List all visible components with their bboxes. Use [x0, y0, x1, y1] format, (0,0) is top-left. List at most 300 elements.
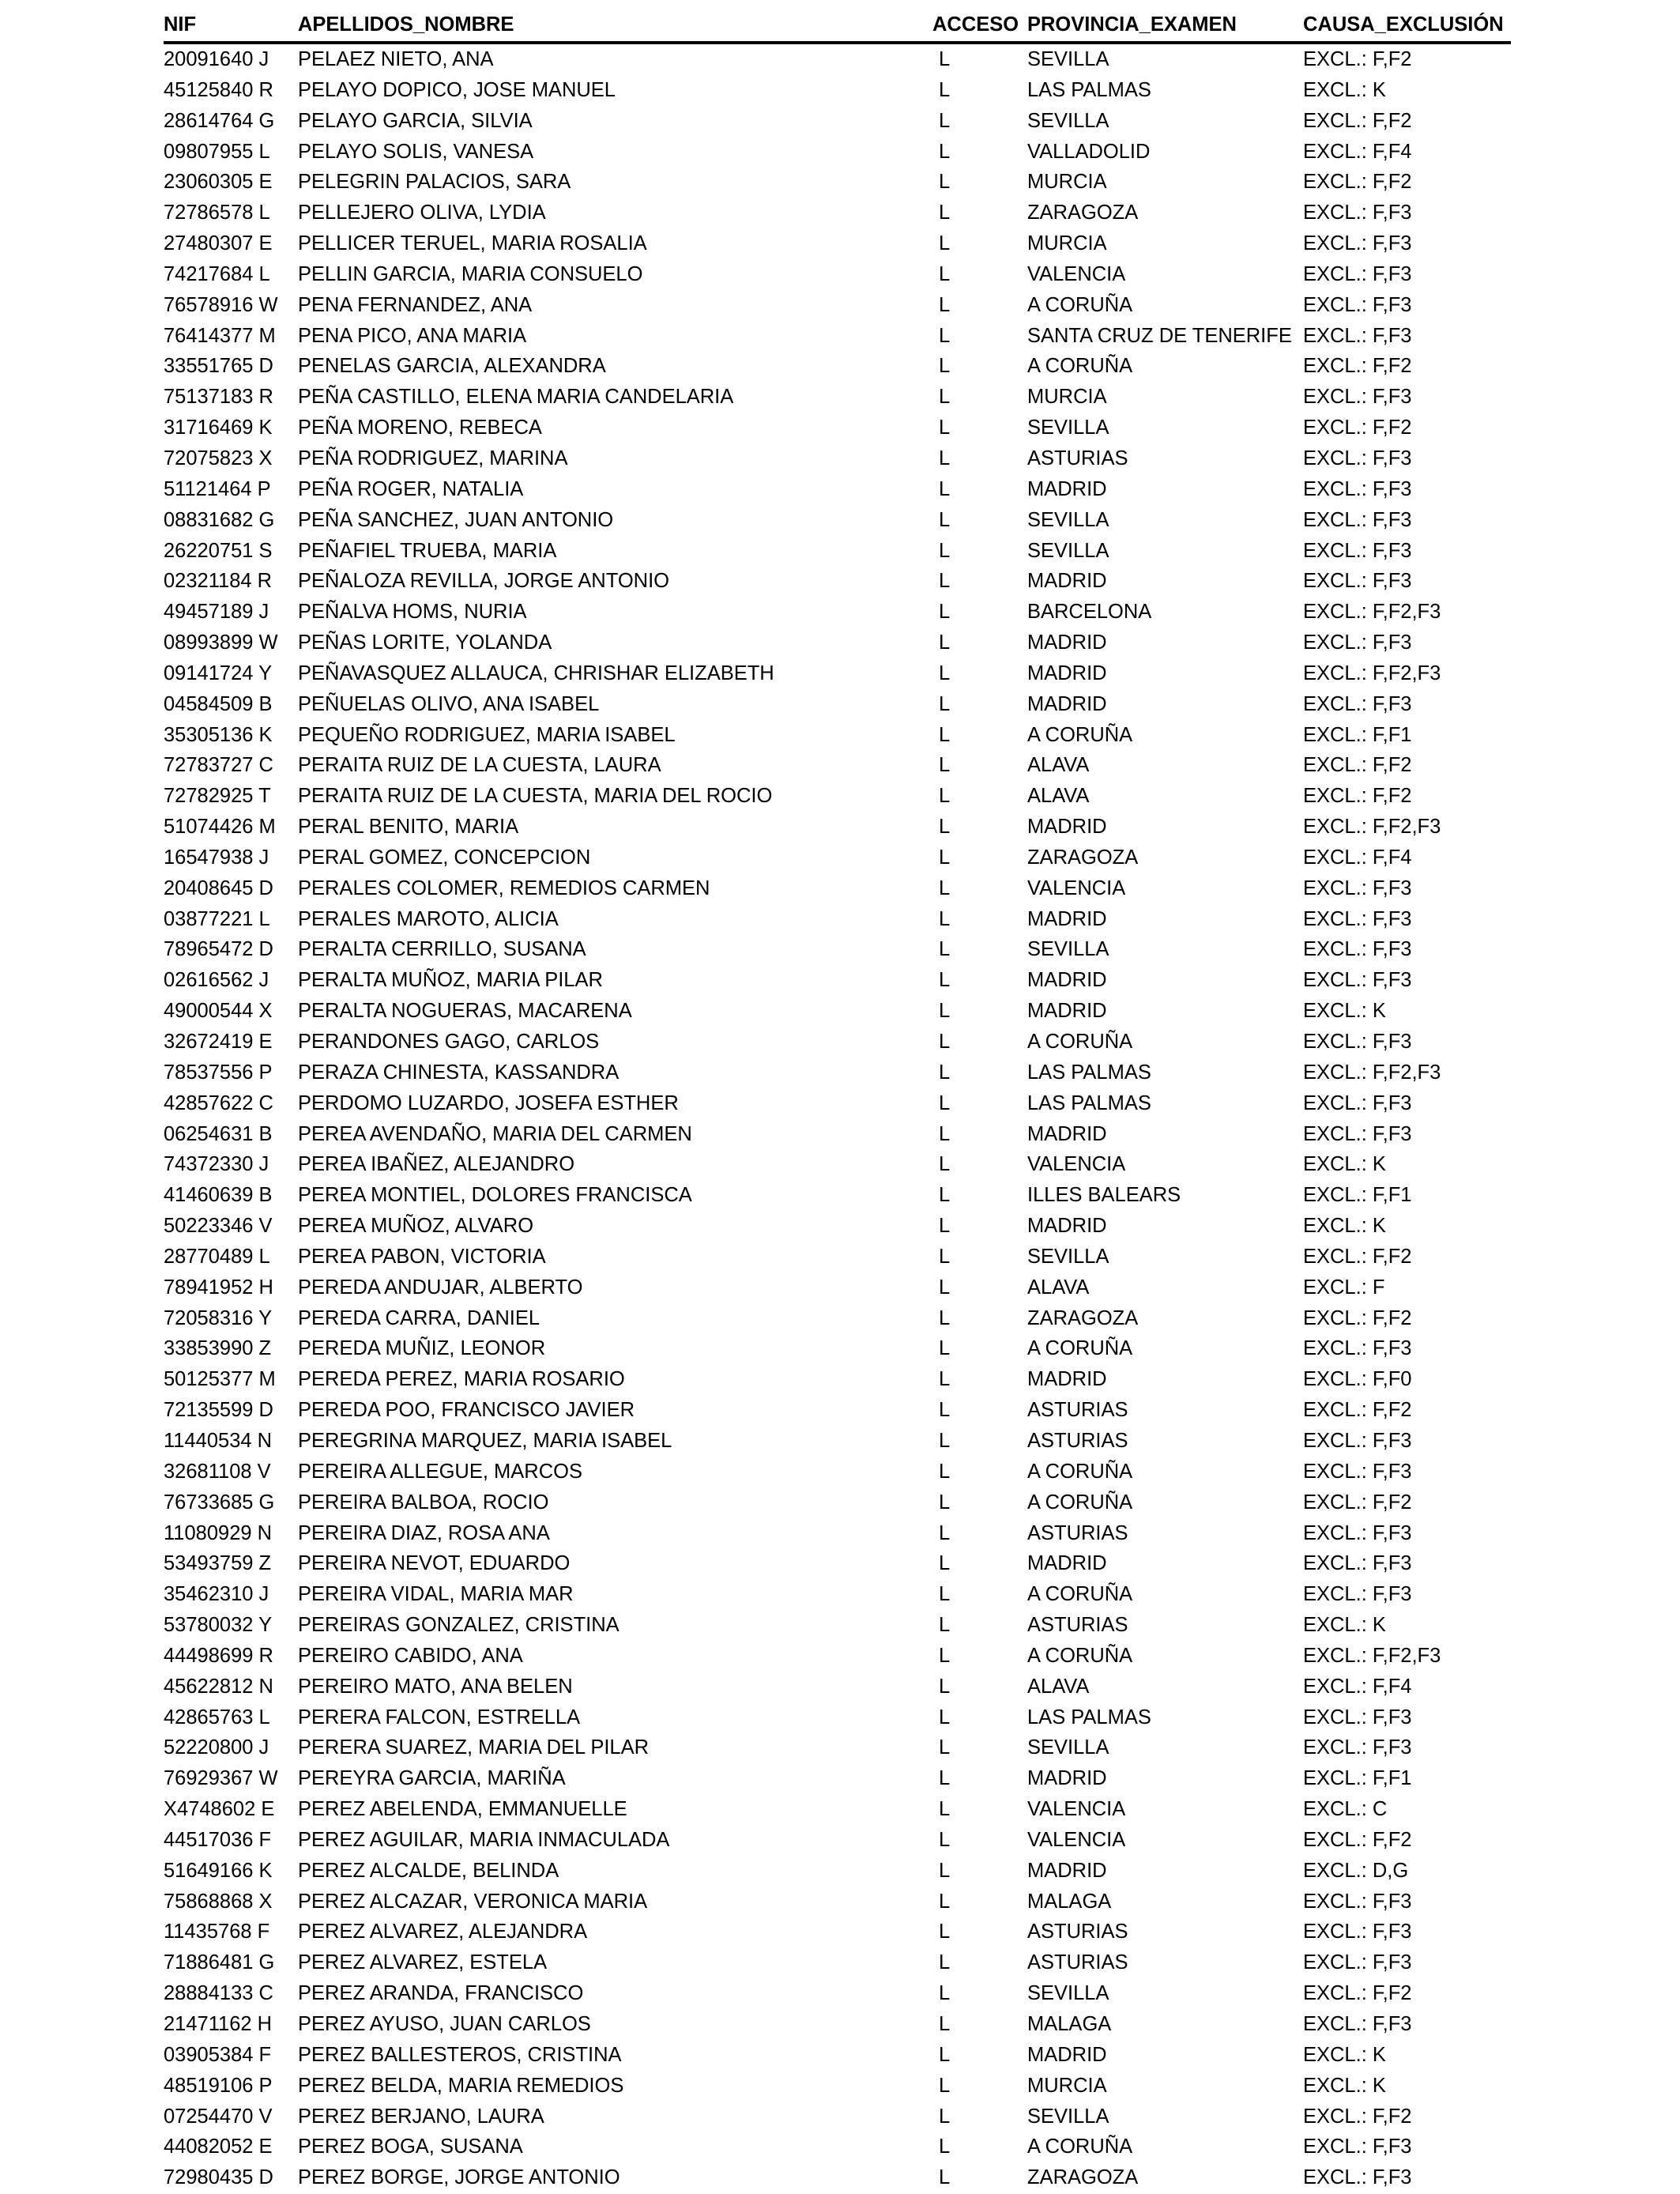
causa-cell: EXCL.: F,F3: [1303, 386, 1412, 409]
nif-cell: 48519106 P: [164, 2074, 273, 2097]
nif-cell: 50223346 V: [164, 1215, 273, 1238]
causa-cell: EXCL.: F,F3: [1303, 1951, 1412, 1974]
acceso-cell: L: [939, 907, 951, 930]
acceso-cell: L: [939, 1184, 951, 1207]
nif-cell: 42865763 L: [164, 1706, 270, 1728]
table-row: [164, 904, 1511, 935]
nif-cell: 08831682 G: [164, 508, 275, 531]
table-row: [164, 1856, 1511, 1887]
table-row: [164, 1978, 1511, 2009]
provincia-cell: SEVILLA: [1027, 1245, 1109, 1268]
table-row: [164, 2102, 1511, 2132]
provincia-cell: MADRID: [1027, 816, 1107, 839]
name-cell: PEREZ AGUILAR, MARIA INMACULADA: [298, 1828, 670, 1851]
table-row: [164, 1395, 1511, 1426]
name-cell: PEREIRA BALBOA, ROCIO: [298, 1491, 549, 1514]
name-cell: PELAYO GARCIA, SILVIA: [298, 109, 533, 132]
provincia-cell: ASTURIAS: [1027, 1921, 1128, 1943]
nif-cell: 53493759 Z: [164, 1552, 272, 1575]
provincia-cell: A CORUÑA: [1027, 2136, 1133, 2158]
name-cell: PEREDA POO, FRANCISCO JAVIER: [298, 1399, 635, 1422]
table-row: [164, 2162, 1511, 2193]
causa-cell: EXCL.: F,F2: [1303, 171, 1412, 194]
name-cell: PEREGRINA MARQUEZ, MARIA ISABEL: [298, 1429, 672, 1452]
acceso-cell: L: [939, 1982, 951, 2005]
table-row: [164, 873, 1511, 904]
name-cell: PEÑUELAS OLIVO, ANA ISABEL: [298, 692, 600, 715]
table-row: [164, 1887, 1511, 1917]
nif-cell: 72980435 D: [164, 2166, 273, 2189]
acceso-cell: L: [939, 1706, 951, 1728]
name-cell: PEREIRA ALLEGUE, MARCOS: [298, 1460, 582, 1483]
nif-cell: 52220800 J: [164, 1736, 269, 1759]
table-row: [164, 1548, 1511, 1579]
table-row: [164, 474, 1511, 505]
table-row: [164, 1180, 1511, 1211]
provincia-cell: MADRID: [1027, 907, 1107, 930]
name-cell: PEÑAS LORITE, YOLANDA: [298, 631, 552, 654]
table-row: [164, 413, 1511, 443]
causa-cell: EXCL.: F,F3: [1303, 2166, 1412, 2189]
table-row: [164, 1672, 1511, 1702]
acceso-cell: L: [939, 601, 951, 624]
provincia-cell: SEVILLA: [1027, 938, 1109, 961]
acceso-cell: L: [939, 508, 951, 531]
nif-cell: 44498699 R: [164, 1644, 273, 1667]
name-cell: PEREIRO CABIDO, ANA: [298, 1644, 523, 1667]
acceso-cell: L: [939, 477, 951, 500]
nif-cell: 35462310 J: [164, 1583, 269, 1606]
acceso-cell: L: [939, 1767, 951, 1790]
acceso-cell: L: [939, 1460, 951, 1483]
provincia-cell: VALENCIA: [1027, 1153, 1126, 1176]
provincia-cell: MADRID: [1027, 1368, 1107, 1391]
nif-cell: 51649166 K: [164, 1859, 273, 1882]
name-cell: PEREIRA DIAZ, ROSA ANA: [298, 1521, 550, 1544]
causa-cell: EXCL.: F,F3: [1303, 1552, 1412, 1575]
causa-cell: EXCL.: F,F2: [1303, 785, 1412, 808]
acceso-cell: L: [939, 1798, 951, 1821]
table-row: [164, 843, 1511, 873]
name-cell: PERAZA CHINESTA, KASSANDRA: [298, 1061, 620, 1084]
name-cell: PEREZ BALLESTEROS, CRISTINA: [298, 2043, 622, 2066]
acceso-cell: L: [939, 1429, 951, 1452]
provincia-cell: ZARAGOZA: [1027, 2166, 1139, 2189]
name-cell: PEREDA MUÑIZ, LEONOR: [298, 1337, 546, 1360]
table-row: [164, 1303, 1511, 1334]
acceso-cell: L: [939, 1031, 951, 1053]
name-cell: PERAL GOMEZ, CONCEPCION: [298, 846, 591, 869]
name-cell: PELLICER TERUEL, MARIA ROSALIA: [298, 232, 647, 255]
nif-cell: 51121464 P: [164, 477, 271, 500]
name-cell: PEREZ ABELENDA, EMMANUELLE: [298, 1798, 627, 1821]
name-cell: PEREDA CARRA, DANIEL: [298, 1306, 541, 1329]
causa-cell: EXCL.: K: [1303, 2043, 1386, 2066]
name-cell: PEÑAVASQUEZ ALLAUCA, CHRISHAR ELIZABETH: [298, 662, 774, 684]
causa-cell: EXCL.: F,F2,F3: [1303, 662, 1441, 684]
nif-cell: 26220751 S: [164, 539, 273, 562]
causa-cell: EXCL.: F,F3: [1303, 1736, 1412, 1759]
acceso-cell: L: [939, 2105, 951, 2128]
nif-cell: 35305136 K: [164, 723, 273, 746]
name-cell: PEREZ AYUSO, JUAN CARLOS: [298, 2013, 591, 2035]
causa-cell: EXCL.: F,F2: [1303, 1828, 1412, 1851]
table-row: [164, 1272, 1511, 1303]
name-cell: PEREA MUÑOZ, ALVARO: [298, 1215, 534, 1238]
provincia-cell: MADRID: [1027, 692, 1107, 715]
header-apellidos-nombre: APELLIDOS_NOMBRE: [298, 13, 514, 36]
nif-cell: 72786578 L: [164, 202, 270, 224]
provincia-cell: ZARAGOZA: [1027, 1306, 1139, 1329]
nif-cell: 49000544 X: [164, 1000, 273, 1023]
acceso-cell: L: [939, 1337, 951, 1360]
provincia-cell: SEVILLA: [1027, 1982, 1109, 2005]
name-cell: PEREZ ARANDA, FRANCISCO: [298, 1982, 584, 2005]
nif-cell: 72075823 X: [164, 447, 273, 469]
provincia-cell: SANTA CRUZ DE TENERIFE: [1027, 324, 1292, 347]
table-row: [164, 198, 1511, 228]
name-cell: PERANDONES GAGO, CARLOS: [298, 1031, 600, 1053]
causa-cell: EXCL.: F,F3: [1303, 539, 1412, 562]
acceso-cell: L: [939, 1675, 951, 1698]
nif-cell: 75868868 X: [164, 1890, 273, 1913]
provincia-cell: MADRID: [1027, 570, 1107, 593]
provincia-cell: ZARAGOZA: [1027, 202, 1139, 224]
provincia-cell: SEVILLA: [1027, 109, 1109, 132]
causa-cell: EXCL.: F,F3: [1303, 1091, 1412, 1114]
causa-cell: EXCL.: D,G: [1303, 1859, 1409, 1882]
provincia-cell: VALENCIA: [1027, 262, 1126, 285]
name-cell: PEREDA PEREZ, MARIA ROSARIO: [298, 1368, 625, 1391]
provincia-cell: ASTURIAS: [1027, 447, 1128, 469]
provincia-cell: MADRID: [1027, 477, 1107, 500]
provincia-cell: MURCIA: [1027, 386, 1107, 409]
causa-cell: EXCL.: F,F2: [1303, 1982, 1412, 2005]
table-row: [164, 1119, 1511, 1150]
provincia-cell: A CORUÑA: [1027, 355, 1133, 378]
causa-cell: EXCL.: F,F3: [1303, 477, 1412, 500]
name-cell: PEÑAFIEL TRUEBA, MARIA: [298, 539, 557, 562]
nif-cell: 45622812 N: [164, 1675, 273, 1698]
provincia-cell: ASTURIAS: [1027, 1521, 1128, 1544]
causa-cell: EXCL.: F,F3: [1303, 293, 1412, 316]
causa-cell: EXCL.: F,F3: [1303, 2136, 1412, 2158]
nif-cell: 16547938 J: [164, 846, 269, 869]
provincia-cell: MADRID: [1027, 1552, 1107, 1575]
table-row: [164, 1917, 1511, 1947]
name-cell: PEREDA ANDUJAR, ALBERTO: [298, 1276, 583, 1299]
nif-cell: X4748602 E: [164, 1798, 275, 1821]
acceso-cell: L: [939, 355, 951, 378]
causa-cell: EXCL.: F,F3: [1303, 1706, 1412, 1728]
causa-cell: EXCL.: F,F3: [1303, 1890, 1412, 1913]
provincia-cell: VALENCIA: [1027, 1828, 1126, 1851]
acceso-cell: L: [939, 1521, 951, 1544]
causa-cell: EXCL.: F,F2,F3: [1303, 816, 1441, 839]
causa-cell: EXCL.: F,F4: [1303, 846, 1412, 869]
name-cell: PEREA PABON, VICTORIA: [298, 1245, 546, 1268]
name-cell: PELEGRIN PALACIOS, SARA: [298, 171, 571, 194]
nif-cell: 75137183 R: [164, 386, 273, 409]
name-cell: PEREA AVENDAÑO, MARIA DEL CARMEN: [298, 1122, 692, 1145]
table-row: [164, 566, 1511, 597]
table-row: [164, 443, 1511, 474]
table-row: [164, 1579, 1511, 1610]
name-cell: PERAITA RUIZ DE LA CUESTA, LAURA: [298, 754, 661, 777]
name-cell: PENA PICO, ANA MARIA: [298, 324, 527, 347]
causa-cell: EXCL.: K: [1303, 1153, 1386, 1176]
causa-cell: EXCL.: F,F2: [1303, 48, 1412, 70]
nif-cell: 20408645 D: [164, 876, 273, 899]
causa-cell: EXCL.: F,F3: [1303, 1460, 1412, 1483]
acceso-cell: L: [939, 1000, 951, 1023]
provincia-cell: SEVILLA: [1027, 2105, 1109, 2128]
table-row: [164, 167, 1511, 198]
causa-cell: EXCL.: F,F2: [1303, 1245, 1412, 1268]
table-row: [164, 1149, 1511, 1180]
nif-cell: 74217684 L: [164, 262, 270, 285]
provincia-cell: LAS PALMAS: [1027, 1706, 1151, 1728]
nif-cell: 04584509 B: [164, 692, 273, 715]
header-causa-exclusion: CAUSA_EXCLUSIÓN: [1303, 13, 1504, 36]
nif-cell: 08993899 W: [164, 631, 278, 654]
provincia-cell: A CORUÑA: [1027, 1337, 1133, 1360]
causa-cell: EXCL.: F,F3: [1303, 1521, 1412, 1544]
acceso-cell: L: [939, 1368, 951, 1391]
causa-cell: EXCL.: F,F3: [1303, 1921, 1412, 1943]
acceso-cell: L: [939, 570, 951, 593]
acceso-cell: L: [939, 1736, 951, 1759]
causa-cell: EXCL.: F,F3: [1303, 232, 1412, 255]
provincia-cell: SEVILLA: [1027, 48, 1109, 70]
acceso-cell: L: [939, 324, 951, 347]
table-row: [164, 1088, 1511, 1119]
acceso-cell: L: [939, 1153, 951, 1176]
provincia-cell: MADRID: [1027, 1767, 1107, 1790]
nif-cell: 02616562 J: [164, 969, 269, 992]
acceso-cell: L: [939, 1399, 951, 1422]
provincia-cell: MADRID: [1027, 969, 1107, 992]
nif-cell: 76414377 M: [164, 324, 276, 347]
table-row: [164, 290, 1511, 321]
acceso-cell: L: [939, 754, 951, 777]
table-row: [164, 934, 1511, 965]
causa-cell: EXCL.: F,F3: [1303, 692, 1412, 715]
name-cell: PERALES MAROTO, ALICIA: [298, 907, 559, 930]
acceso-cell: L: [939, 1614, 951, 1637]
name-cell: PELAEZ NIETO, ANA: [298, 48, 494, 70]
acceso-cell: L: [939, 2013, 951, 2035]
provincia-cell: ILLES BALEARS: [1027, 1184, 1181, 1207]
acceso-cell: L: [939, 969, 951, 992]
acceso-cell: L: [939, 1306, 951, 1329]
nif-cell: 78941952 H: [164, 1276, 273, 1299]
header-nif: NIF: [164, 13, 197, 36]
causa-cell: EXCL.: F,F2: [1303, 754, 1412, 777]
name-cell: PEREZ BELDA, MARIA REMEDIOS: [298, 2074, 624, 2097]
nif-cell: 76929367 W: [164, 1767, 278, 1790]
name-cell: PEREZ ALVAREZ, ALEJANDRA: [298, 1921, 588, 1943]
name-cell: PELLEJERO OLIVA, LYDIA: [298, 202, 546, 224]
provincia-cell: MADRID: [1027, 2043, 1107, 2066]
nif-cell: 20091640 J: [164, 48, 269, 70]
provincia-cell: BARCELONA: [1027, 601, 1152, 624]
causa-cell: EXCL.: F,F3: [1303, 969, 1412, 992]
name-cell: PEÑA RODRIGUEZ, MARINA: [298, 447, 568, 469]
provincia-cell: MALAGA: [1027, 1890, 1112, 1913]
table-row: [164, 75, 1511, 106]
table-row: [164, 1794, 1511, 1825]
nif-cell: 41460639 B: [164, 1184, 273, 1207]
acceso-cell: L: [939, 48, 951, 70]
nif-cell: 76733685 G: [164, 1491, 275, 1514]
name-cell: PERALTA CERRILLO, SUSANA: [298, 938, 586, 961]
name-cell: PEREA MONTIEL, DOLORES FRANCISCA: [298, 1184, 692, 1207]
acceso-cell: L: [939, 723, 951, 746]
acceso-cell: L: [939, 1276, 951, 1299]
causa-cell: EXCL.: F,F2,F3: [1303, 601, 1441, 624]
nif-cell: 42857622 C: [164, 1091, 273, 1114]
acceso-cell: L: [939, 1583, 951, 1606]
causa-cell: EXCL.: F,F3: [1303, 202, 1412, 224]
nif-cell: 45125840 R: [164, 78, 273, 101]
table-row: [164, 628, 1511, 658]
causa-cell: EXCL.: F,F3: [1303, 938, 1412, 961]
nif-cell: 78537556 P: [164, 1061, 273, 1084]
acceso-cell: L: [939, 2166, 951, 2189]
acceso-cell: L: [939, 293, 951, 316]
nif-cell: 72783727 C: [164, 754, 273, 777]
nif-cell: 50125377 M: [164, 1368, 276, 1391]
nif-cell: 72135599 D: [164, 1399, 273, 1422]
nif-cell: 23060305 E: [164, 171, 273, 194]
causa-cell: EXCL.: F,F3: [1303, 1583, 1412, 1606]
name-cell: PEREZ ALVAREZ, ESTELA: [298, 1951, 548, 1974]
causa-cell: EXCL.: F,F3: [1303, 1429, 1412, 1452]
causa-cell: EXCL.: K: [1303, 78, 1386, 101]
name-cell: PEREIRO MATO, ANA BELEN: [298, 1675, 573, 1698]
table-row: [164, 1702, 1511, 1733]
nif-cell: 11435768 F: [164, 1921, 270, 1943]
nif-cell: 32672419 E: [164, 1031, 273, 1053]
acceso-cell: L: [939, 1122, 951, 1145]
acceso-cell: L: [939, 1859, 951, 1882]
acceso-cell: L: [939, 1552, 951, 1575]
table-row: [164, 689, 1511, 720]
table-row: [164, 597, 1511, 628]
table-row: [164, 137, 1511, 168]
acceso-cell: L: [939, 692, 951, 715]
provincia-cell: ZARAGOZA: [1027, 846, 1139, 869]
acceso-cell: L: [939, 2074, 951, 2097]
nif-cell: 03905384 F: [164, 2043, 272, 2066]
table-row: [164, 1641, 1511, 1672]
acceso-cell: L: [939, 1245, 951, 1268]
nif-cell: 71886481 G: [164, 1951, 275, 1974]
acceso-cell: L: [939, 2136, 951, 2158]
provincia-cell: MADRID: [1027, 1215, 1107, 1238]
nif-cell: 78965472 D: [164, 938, 273, 961]
nif-cell: 76578916 W: [164, 293, 278, 316]
acceso-cell: L: [939, 386, 951, 409]
name-cell: PEREIRA NEVOT, EDUARDO: [298, 1552, 571, 1575]
table-row: [164, 1610, 1511, 1641]
provincia-cell: A CORUÑA: [1027, 1644, 1133, 1667]
causa-cell: EXCL.: F,F3: [1303, 2013, 1412, 2035]
nif-cell: 31716469 K: [164, 417, 273, 439]
name-cell: PERALTA MUÑOZ, MARIA PILAR: [298, 969, 603, 992]
nif-cell: 09807955 L: [164, 140, 270, 163]
table-row: [164, 1426, 1511, 1457]
name-cell: PERERA FALCON, ESTRELLA: [298, 1706, 581, 1728]
table-row: [164, 321, 1511, 352]
table-row: [164, 1333, 1511, 1364]
nif-cell: 21471162 H: [164, 2013, 273, 2035]
causa-cell: EXCL.: F,F2: [1303, 417, 1412, 439]
table-row: [164, 781, 1511, 812]
name-cell: PERALES COLOMER, REMEDIOS CARMEN: [298, 876, 710, 899]
table-row: [164, 1211, 1511, 1242]
causa-cell: EXCL.: F,F3: [1303, 907, 1412, 930]
name-cell: PEÑALOZA REVILLA, JORGE ANTONIO: [298, 570, 670, 593]
table-body: [164, 44, 1511, 2193]
causa-cell: EXCL.: F,F1: [1303, 1767, 1412, 1790]
table-row: [164, 2040, 1511, 2071]
table-row: [164, 351, 1511, 382]
table-row: [164, 1947, 1511, 1978]
provincia-cell: ASTURIAS: [1027, 1951, 1128, 1974]
name-cell: PEREIRAS GONZALEZ, CRISTINA: [298, 1614, 620, 1637]
nif-cell: 28614764 G: [164, 109, 275, 132]
table-row: [164, 720, 1511, 751]
table-row: [164, 965, 1511, 996]
table-row: [164, 996, 1511, 1027]
name-cell: PEÑALVA HOMS, NURIA: [298, 601, 527, 624]
name-cell: PENA FERNANDEZ, ANA: [298, 293, 533, 316]
nif-cell: 44082052 E: [164, 2136, 273, 2158]
nif-cell: 11080929 N: [164, 1521, 273, 1544]
causa-cell: EXCL.: F,F3: [1303, 631, 1412, 654]
nif-cell: 44517036 F: [164, 1828, 272, 1851]
table-row: [164, 1027, 1511, 1057]
provincia-cell: A CORUÑA: [1027, 723, 1133, 746]
causa-cell: EXCL.: F,F3: [1303, 570, 1412, 593]
causa-cell: EXCL.: F,F3: [1303, 324, 1412, 347]
causa-cell: EXCL.: F,F3: [1303, 876, 1412, 899]
acceso-cell: L: [939, 1828, 951, 1851]
nif-cell: 07254470 V: [164, 2105, 273, 2128]
provincia-cell: ALAVA: [1027, 754, 1090, 777]
nif-cell: 49457189 J: [164, 601, 269, 624]
causa-cell: EXCL.: F,F2: [1303, 1491, 1412, 1514]
provincia-cell: VALENCIA: [1027, 876, 1126, 899]
table-row: [164, 1487, 1511, 1518]
name-cell: PEÑA ROGER, NATALIA: [298, 477, 524, 500]
acceso-cell: L: [939, 78, 951, 101]
nif-cell: 09141724 Y: [164, 662, 273, 684]
causa-cell: EXCL.: F,F3: [1303, 1337, 1412, 1360]
provincia-cell: SEVILLA: [1027, 508, 1109, 531]
causa-cell: EXCL.: F: [1303, 1276, 1385, 1299]
acceso-cell: L: [939, 539, 951, 562]
nif-cell: 28884133 C: [164, 1982, 273, 2005]
provincia-cell: MURCIA: [1027, 2074, 1107, 2097]
provincia-cell: MADRID: [1027, 1000, 1107, 1023]
table-row: [164, 1364, 1511, 1395]
acceso-cell: L: [939, 876, 951, 899]
causa-cell: EXCL.: F,F2: [1303, 1306, 1412, 1329]
table-row: [164, 1763, 1511, 1794]
